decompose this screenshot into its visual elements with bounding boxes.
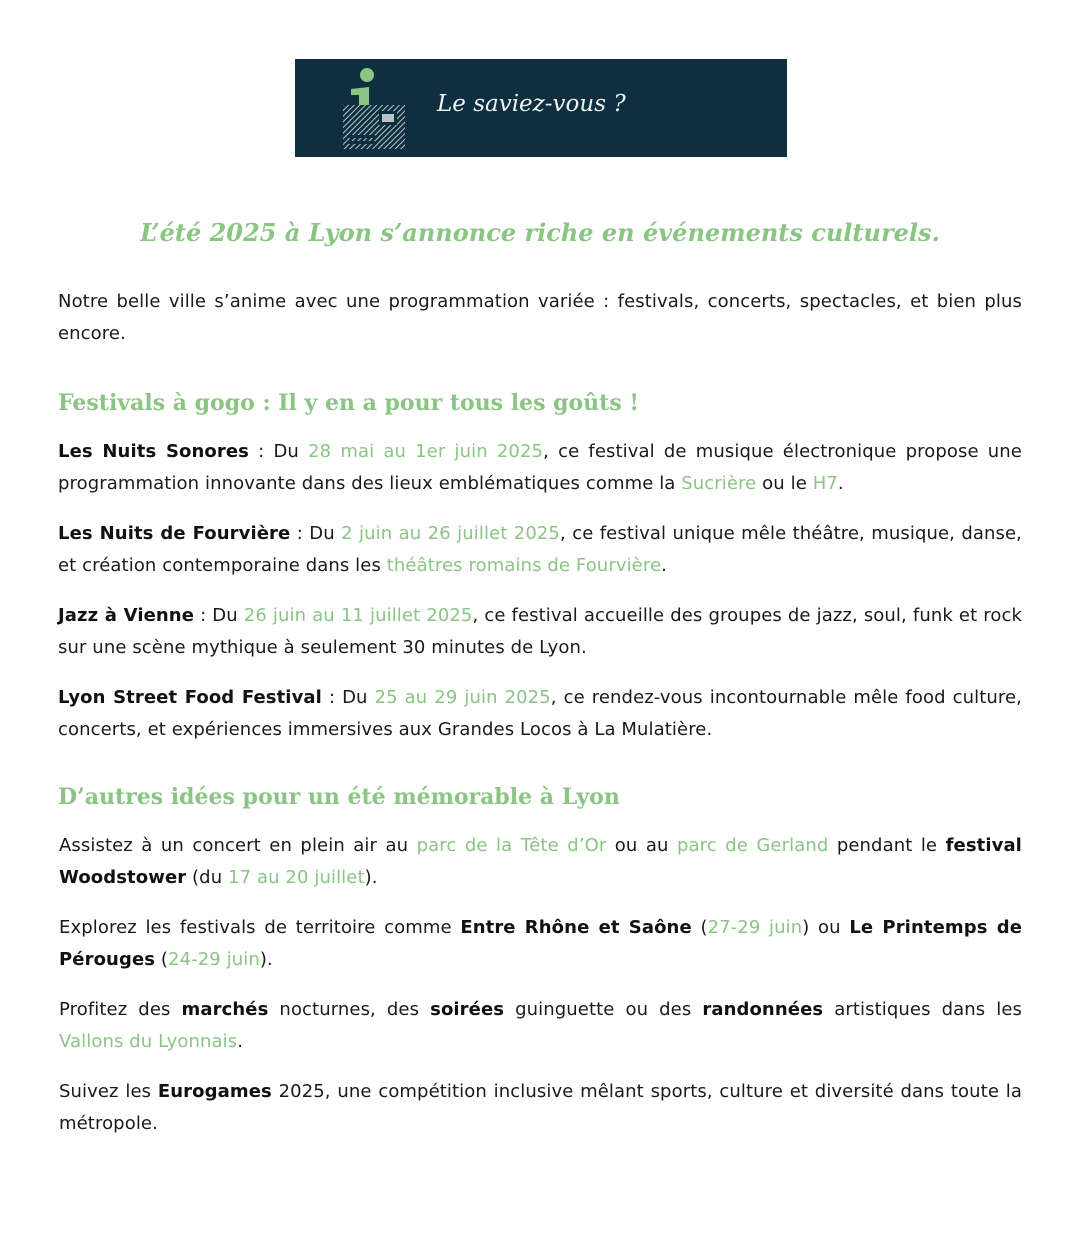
idea-marches: Profitez des marchés nocturnes, des soirées guinguette ou des randonnées artistiques dans les Vallons du Lyonnais. [59,999,1022,1052]
venue-link-h7[interactable]: H7 [812,473,838,494]
autres-heading: D’autres idées pour un été mémorable à Lyon [58,784,620,810]
festival-name: Les Nuits Sonores [58,441,249,462]
festival-item-street-food: Lyon Street Food Festival : Du 25 au 29 juin 2025, ce rendez-vous incontournable mêle food culture, concerts, et expériences immersives aux Grandes Locos à La Mulatière. [58,687,1022,740]
festival-name: Jazz à Vienne [58,605,195,626]
festivals-heading: Festivals à gogo : Il y en a pour tous les goûts ! [58,390,640,416]
banner-title: Le saviez-vous ? [437,91,626,117]
article-body [58,286,1022,1158]
festival-dates-link[interactable]: 28 mai au 1er juin 2025 [308,441,544,462]
intro-paragraph: Notre belle ville s’anime avec une programmation variée : festivals, concerts, spectacles, et bien plus encore. [58,291,1022,344]
dates-link-woodstower[interactable]: 17 au 20 juillet [228,867,365,888]
festival-item-nuits-fourviere: Les Nuits de Fourvière : Du 2 juin au 26 juillet 2025, ce festival unique mêle théâtre, musique, danse, et création contemporaine dans les théâtres romains de Fourvière. [58,523,1023,576]
idea-concert: Assistez à un concert en plein air au parc de la Tête d’Or ou au parc de Gerland pendant le festival Woodstower (du 17 au 20 juillet). [59,835,1022,888]
festival-dates-link[interactable]: 25 au 29 juin 2025 [374,687,551,708]
festival-dates-link[interactable]: 26 juin au 11 juillet 2025 [243,605,473,626]
bold-entre-rhone-saone: Entre Rhône et Saône [460,917,692,938]
festival-dates-link[interactable]: 2 juin au 26 juillet 2025 [341,523,560,544]
idea-territoire: Explorez les festivals de territoire comme Entre Rhône et Saône (27-29 juin) ou Le Printemps de Pérouges (24-29 juin). [59,917,1023,970]
festival-name: Lyon Street Food Festival [58,687,322,708]
venue-link-theatres-fourviere[interactable]: théâtres romains de Fourvière [386,555,662,576]
bold-printemps-perouges: Le Printemps de Pérouges [59,917,1023,970]
dates-link-entre-rhone-saone[interactable]: 27-29 juin [707,917,803,938]
park-link-gerland[interactable]: parc de Gerland [677,835,829,856]
festival-item-jazz-vienne: Jazz à Vienne : Du 26 juin au 11 juillet 2025, ce festival accueille des groupes de jazz, soul, funk et rock sur une scène mythique à seulement 30 minutes de Lyon. [58,605,1022,658]
festival-name: Les Nuits de Fourvière [58,523,291,544]
info-banner [295,59,787,157]
bold-randonnees: randonnées [702,999,824,1020]
park-link-tete-dor[interactable]: parc de la Tête d’Or [416,835,607,856]
bold-marches: marchés [181,999,269,1020]
idea-eurogames: Suivez les Eurogames 2025, une compétition inclusive mêlant sports, culture et diversité dans toute la métropole. [59,1081,1022,1134]
venue-link-sucriere[interactable]: Sucrière [681,473,757,494]
bold-woodstower: festival Woodstower [59,835,1022,888]
bold-eurogames: Eurogames [157,1081,272,1102]
link-vallons-lyonnais[interactable]: Vallons du Lyonnais [59,1031,238,1052]
intro-title: L’été 2025 à Lyon s’annonce riche en événements culturels. [140,218,940,247]
info-mailbox-icon [335,67,407,151]
bold-soirees: soirées [430,999,505,1020]
festival-item-nuits-sonores: Les Nuits Sonores : Du 28 mai au 1er juin 2025, ce festival de musique électronique propose une programmation innovante dans des lieux emblématiques comme la Sucrière ou le H7. [58,441,1022,494]
dates-link-printemps-perouges[interactable]: 24-29 juin [168,949,260,970]
